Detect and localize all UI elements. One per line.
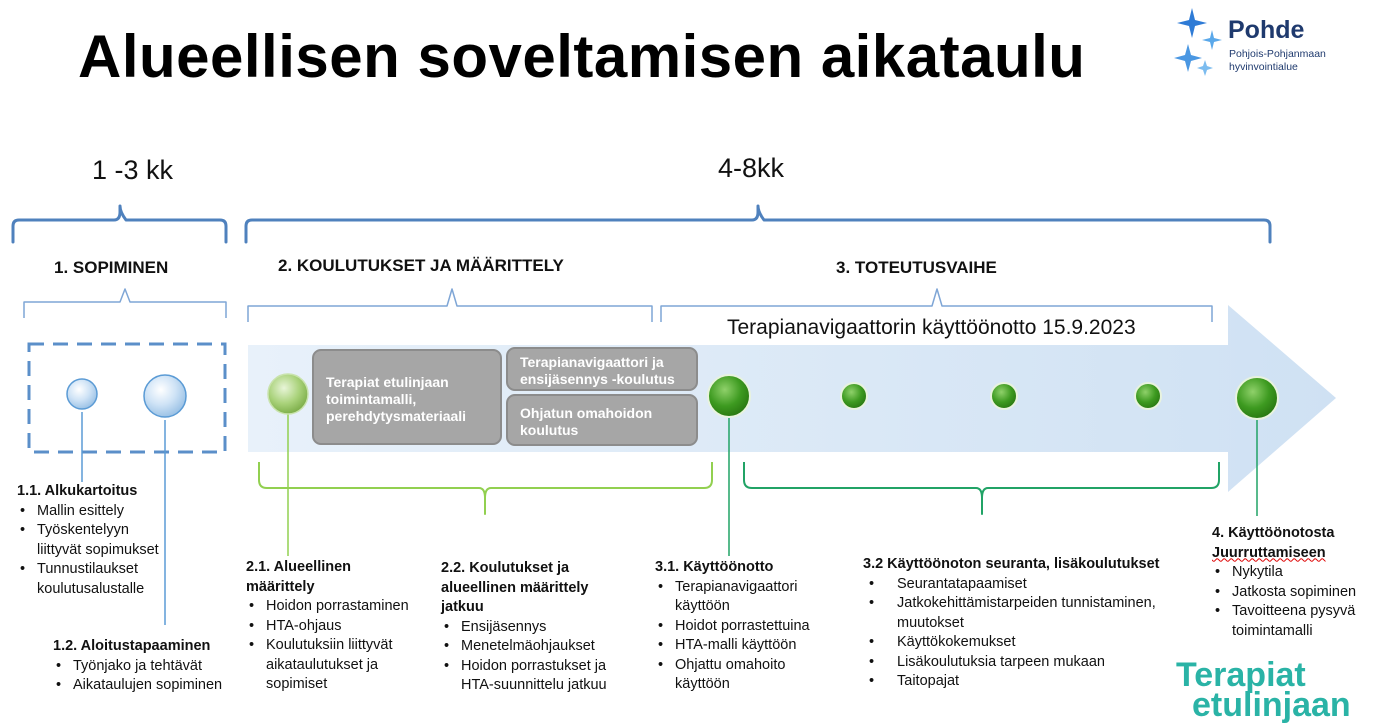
- milestone-3-1: [708, 375, 750, 417]
- step-3-2: [863, 555, 1193, 692]
- deployment-note: Terapianavigaattorin käyttöönotto 15.9.2023: [727, 316, 1136, 339]
- list-item: • Jatkosta sopiminen: [1212, 583, 1372, 603]
- list-item: • Lisäkoulutuksia tarpeen mukaan: [863, 653, 1193, 673]
- list-item: • Työskentelyyn liittyvät sopimukset: [17, 521, 167, 560]
- milestone-1-1: [67, 379, 97, 409]
- milestone-3-2b: [991, 383, 1017, 409]
- list-item: • Menetelmäohjaukset: [441, 637, 641, 657]
- step-2-1: [246, 558, 431, 695]
- step-2-2-heading: 2.2. Koulutukset ja alueellinen määrittely jatkuu: [441, 560, 589, 615]
- list-item: • Aikataulujen sopiminen: [53, 676, 253, 696]
- phase-2-title: 2. KOULUTUKSET JA MÄÄRITTELY: [278, 256, 564, 275]
- phase-3-title: 3. TOTEUTUSVAIHE: [836, 258, 997, 277]
- brand-logo-terapiat-etulinjaan: [1176, 656, 1366, 724]
- phase-3-bottom-brace: [744, 462, 1219, 514]
- brand-line2: etulinjaan: [1192, 686, 1351, 724]
- list-item: • HTA-malli käyttöön: [655, 636, 840, 656]
- step-1-1-heading: 1.1. Alkukartoitus: [17, 483, 138, 499]
- milestone-4: [1236, 377, 1278, 419]
- step-1-1: [17, 482, 167, 599]
- training-box-1: Terapiat etulinjaan toimintamalli, perehdytysmateriaali: [312, 349, 502, 445]
- list-item: • Työnjako ja tehtävät: [53, 657, 253, 677]
- list-item: • Käyttökokemukset: [863, 633, 1193, 653]
- step-3-2-heading: 3.2 Käyttöönoton seuranta, lisäkoulutukset: [863, 556, 1160, 572]
- training-box-2: Terapianavigaattori ja ensijäsennys -koulutus: [506, 347, 698, 391]
- training-box-3: Ohjatun omahoidon koulutus: [506, 394, 698, 446]
- list-item: • Jatkokehittämistarpeiden tunnistaminen, muutokset: [863, 594, 1187, 633]
- list-item: • Hoidon porrastukset ja HTA-suunnittelu jatkuu: [441, 657, 641, 696]
- step-2-2: [441, 559, 641, 696]
- list-item: • Tavoitteena pysyvä toimintamalli: [1212, 602, 1374, 641]
- phase-1-brace: [24, 289, 226, 318]
- list-item: • Ensijäsennys: [441, 618, 641, 638]
- brand-line1: Terapiat: [1176, 656, 1306, 694]
- milestone-3-2a: [841, 383, 867, 409]
- step-3-1-heading: 3.1. Käyttöönotto: [655, 559, 774, 575]
- step-4-heading-line2: Juurruttamiseen: [1212, 544, 1326, 561]
- milestone-2-1: [268, 374, 308, 414]
- milestone-3-2c: [1135, 383, 1161, 409]
- pohde-logo-icon: [1174, 8, 1222, 76]
- list-item: • Hoidon porrastaminen: [246, 597, 431, 617]
- page-title: Alueellisen soveltamisen aikataulu: [78, 23, 1086, 90]
- step-4: [1212, 524, 1372, 641]
- pohde-logo-text: Pohde: [1228, 16, 1305, 44]
- list-item: • Ohjattu omahoito käyttöön: [655, 656, 825, 695]
- list-item: • Tunnustilaukset koulutusalustalle: [17, 560, 167, 599]
- list-item: • Seurantatapaamiset: [863, 575, 1193, 595]
- list-item: • Koulutuksiin liittyvät aikataulutukset ja sopimiset: [246, 636, 406, 695]
- list-item: • HTA-ohjaus: [246, 617, 431, 637]
- step-4-heading: [1212, 524, 1372, 563]
- phase-2-bottom-brace: [259, 462, 712, 514]
- period-second: 4-8kk: [718, 153, 785, 183]
- period-1-brace: [13, 206, 226, 242]
- phase-1-dashed-box: [29, 344, 225, 452]
- milestone-1-2: [144, 375, 186, 417]
- list-item: • Nykytila: [1212, 563, 1372, 583]
- step-1-2-heading: 1.2. Aloitustapaaminen: [53, 638, 211, 654]
- pohde-logo-subtitle: [1229, 48, 1359, 74]
- list-item: • Terapianavigaattori käyttöön: [655, 578, 825, 617]
- period-2-brace: [246, 206, 1270, 242]
- list-item: • Mallin esittely: [17, 502, 167, 522]
- step-2-1-heading: 2.1. Alueellinen määrittely: [246, 559, 352, 595]
- list-item: • Hoidot porrastettuina: [655, 617, 840, 637]
- list-item: • Taitopajat: [863, 672, 1193, 692]
- phase-2-brace: [248, 289, 652, 322]
- logo-subtitle-line2: hyvinvointialue: [1229, 61, 1298, 73]
- phase-1-title: 1. SOPIMINEN: [54, 258, 169, 277]
- step-4-heading-line1: 4. Käyttöönotosta: [1212, 525, 1335, 541]
- logo-subtitle-line1: Pohjois-Pohjanmaan: [1229, 48, 1326, 60]
- period-first: 1 -3 kk: [92, 155, 174, 185]
- step-3-1: [655, 558, 840, 695]
- step-1-2: [53, 637, 253, 696]
